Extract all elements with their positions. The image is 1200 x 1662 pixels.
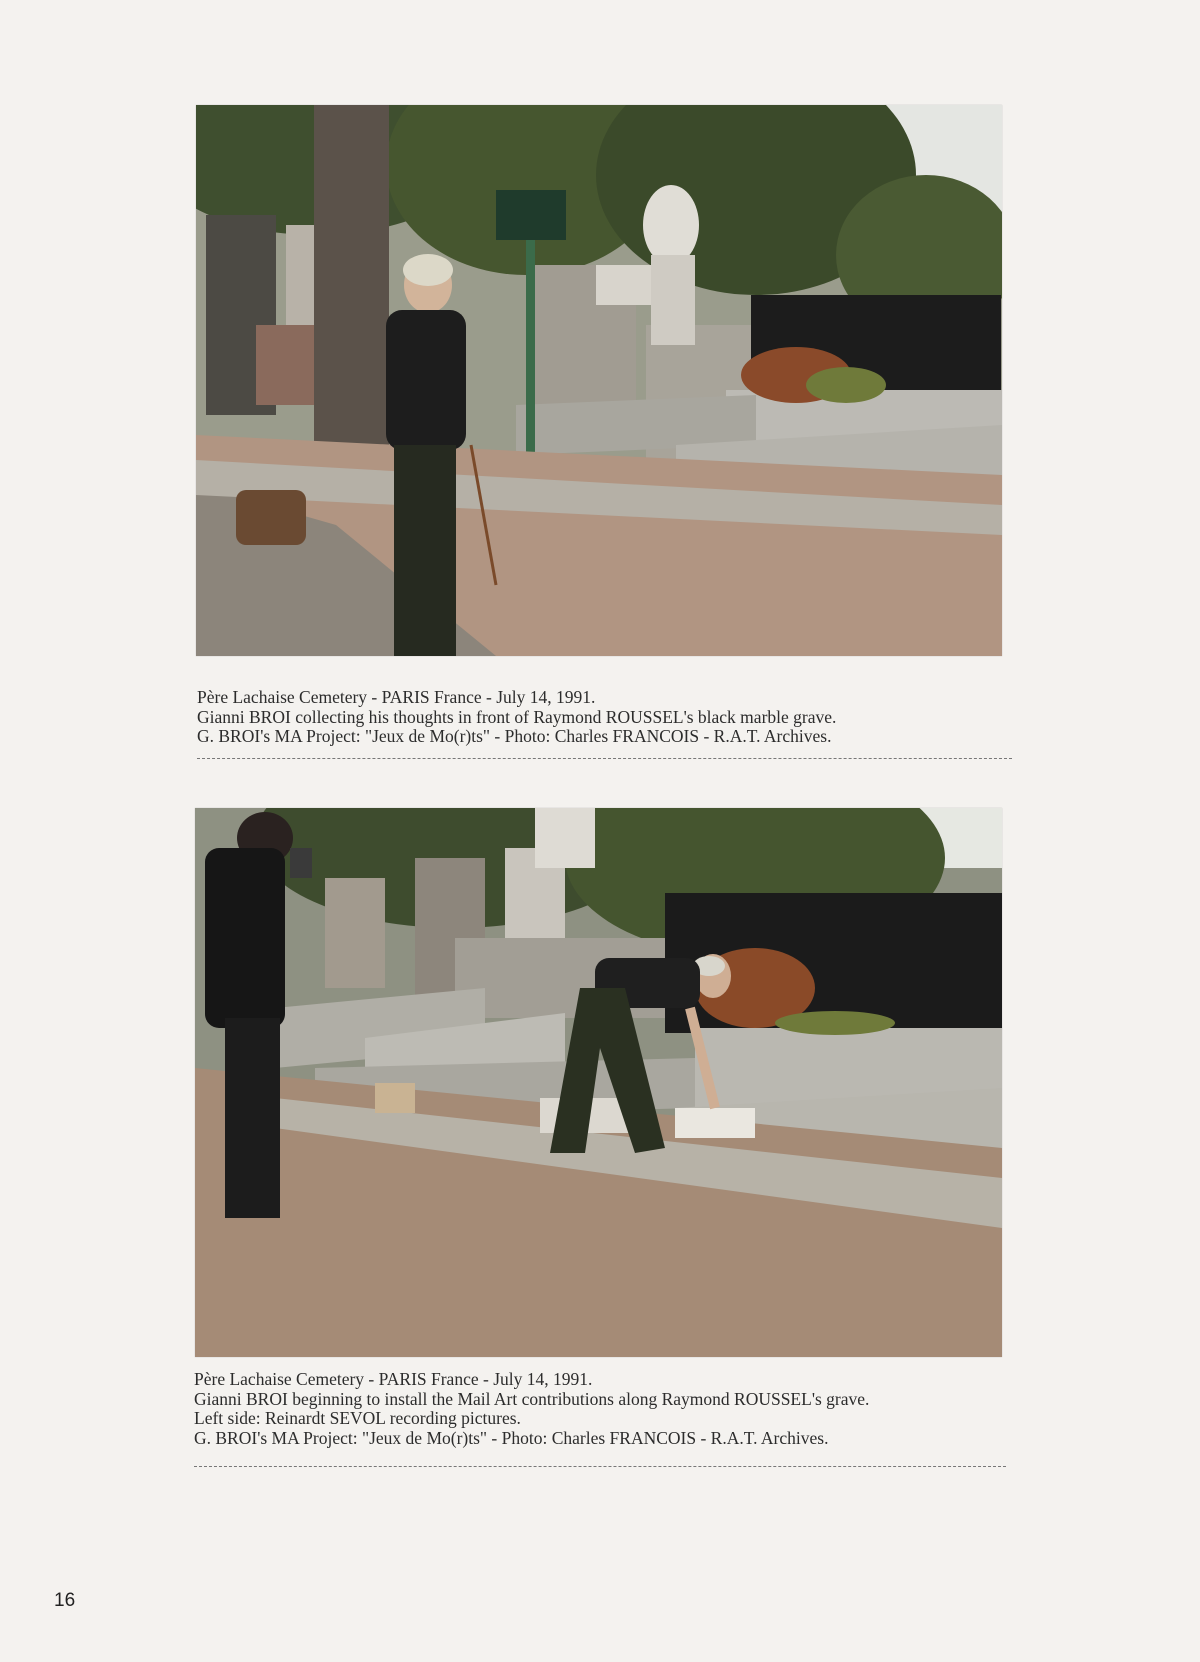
caption-line: Gianni BROI beginning to install the Mail Art contributions along Raymond ROUSSEL's grave. (194, 1388, 870, 1409)
photo-cemetery-man-standing (196, 105, 1002, 656)
caption-line: Gianni BROI collecting his thoughts in front of Raymond ROUSSEL's black marble grave. (197, 706, 837, 727)
dashed-divider (194, 1466, 1006, 1467)
caption-line: G. BROI's MA Project: "Jeux de Mo(r)ts" - Photo: Charles FRANCOIS - R.A.T. Archives. (194, 1427, 829, 1448)
caption-line: Père Lachaise Cemetery - PARIS France - July 14, 1991. (197, 687, 596, 707)
caption-line: G. BROI's MA Project: "Jeux de Mo(r)ts" - Photo: Charles FRANCOIS - R.A.T. Archives. (197, 726, 832, 746)
dashed-divider (197, 758, 1012, 759)
photo-2-caption (194, 1370, 1014, 1448)
photo-1-illustration (196, 105, 1002, 656)
page-number: 16 (54, 1590, 76, 1611)
photo-2-illustration (195, 808, 1002, 1357)
photo-cemetery-installation (195, 808, 1002, 1357)
photo-1-caption (197, 688, 1017, 747)
caption-line: Père Lachaise Cemetery - PARIS France - July 14, 1991. (194, 1369, 593, 1389)
caption-line: Left side: Reinardt SEVOL recording pictures. (194, 1408, 521, 1428)
